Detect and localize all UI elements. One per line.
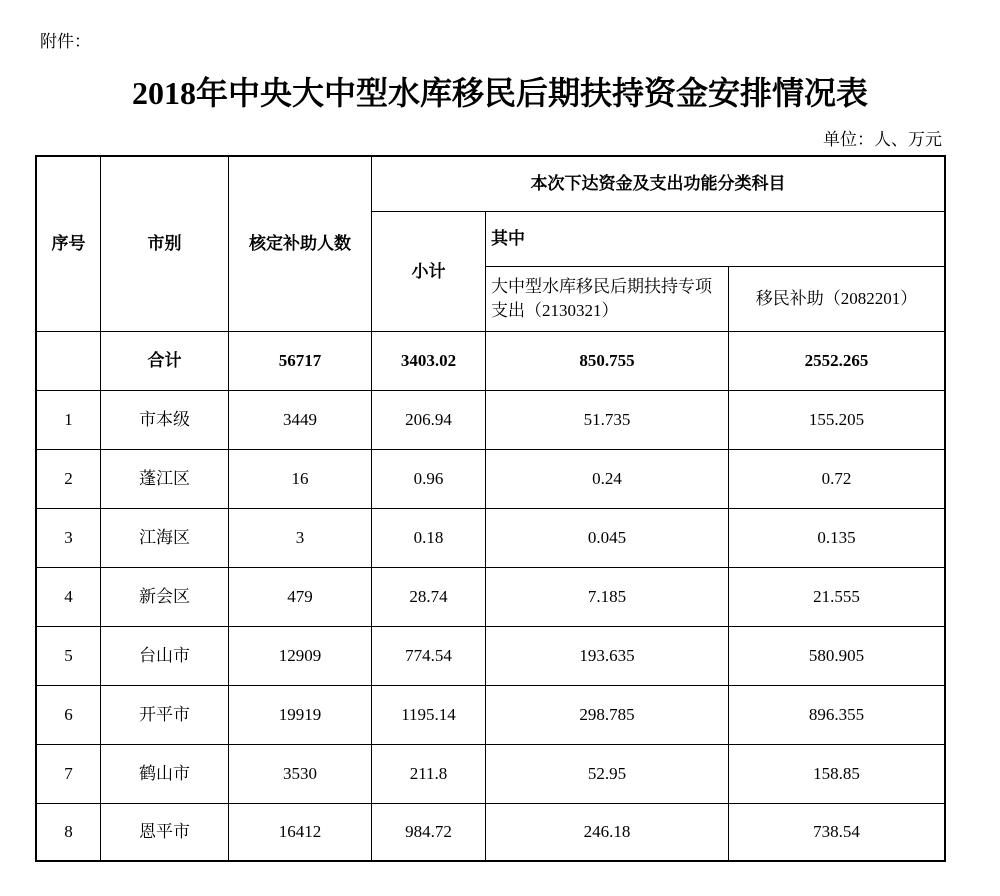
row-subtotal: 211.8 (372, 745, 485, 803)
row-city: 蓬江区 (101, 450, 228, 508)
total-seq (37, 332, 100, 390)
row-subtotal: 1195.14 (372, 686, 485, 744)
attachment-label: 附件： (40, 32, 91, 51)
row-subsidy: 0.135 (729, 509, 944, 567)
total-special: 850.755 (486, 332, 728, 390)
header-of-which: 其中 (486, 212, 944, 266)
row-city: 江海区 (101, 509, 228, 567)
row-city: 鹤山市 (101, 745, 228, 803)
header-migrant-subsidy: 移民补助（2082201） (729, 267, 944, 331)
row-seq: 6 (37, 686, 100, 744)
row-special: 246.18 (486, 804, 728, 860)
unit-label: 单位：人、万元 (823, 130, 942, 149)
row-special: 7.185 (486, 568, 728, 626)
row-people: 16412 (229, 804, 371, 860)
row-seq: 8 (37, 804, 100, 860)
row-subsidy: 21.555 (729, 568, 944, 626)
row-special: 298.785 (486, 686, 728, 744)
row-people: 12909 (229, 627, 371, 685)
row-special: 193.635 (486, 627, 728, 685)
total-subtotal: 3403.02 (372, 332, 485, 390)
row-seq: 5 (37, 627, 100, 685)
row-people: 479 (229, 568, 371, 626)
row-subsidy: 896.355 (729, 686, 944, 744)
row-seq: 3 (37, 509, 100, 567)
row-city: 市本级 (101, 391, 228, 449)
row-people: 3 (229, 509, 371, 567)
total-people: 56717 (229, 332, 371, 390)
header-city: 市别 (101, 157, 228, 331)
row-seq: 1 (37, 391, 100, 449)
header-special-expenditure: 大中型水库移民后期扶持专项支出（2130321） (486, 267, 728, 331)
row-city: 台山市 (101, 627, 228, 685)
row-special: 0.24 (486, 450, 728, 508)
row-subsidy: 738.54 (729, 804, 944, 860)
row-subsidy: 580.905 (729, 627, 944, 685)
header-subtotal: 小计 (372, 212, 485, 331)
row-subtotal: 0.18 (372, 509, 485, 567)
row-city: 恩平市 (101, 804, 228, 860)
allocation-table (35, 155, 946, 862)
header-fund-group: 本次下达资金及支出功能分类科目 (372, 157, 944, 211)
row-subtotal: 0.96 (372, 450, 485, 508)
header-people: 核定补助人数 (229, 157, 371, 331)
row-subsidy: 158.85 (729, 745, 944, 803)
row-people: 19919 (229, 686, 371, 744)
row-subsidy: 155.205 (729, 391, 944, 449)
row-special: 51.735 (486, 391, 728, 449)
row-people: 16 (229, 450, 371, 508)
row-people: 3530 (229, 745, 371, 803)
row-subtotal: 774.54 (372, 627, 485, 685)
document-title: 2018年中央大中型水库移民后期扶持资金安排情况表 (131, 75, 868, 111)
row-subtotal: 984.72 (372, 804, 485, 860)
row-subsidy: 0.72 (729, 450, 944, 508)
row-subtotal: 28.74 (372, 568, 485, 626)
row-seq: 7 (37, 745, 100, 803)
header-seq: 序号 (37, 157, 100, 331)
row-special: 0.045 (486, 509, 728, 567)
row-seq: 2 (37, 450, 100, 508)
row-special: 52.95 (486, 745, 728, 803)
row-seq: 4 (37, 568, 100, 626)
row-subtotal: 206.94 (372, 391, 485, 449)
row-people: 3449 (229, 391, 371, 449)
total-subsidy: 2552.265 (729, 332, 944, 390)
total-label: 合计 (101, 332, 228, 390)
row-city: 开平市 (101, 686, 228, 744)
row-city: 新会区 (101, 568, 228, 626)
